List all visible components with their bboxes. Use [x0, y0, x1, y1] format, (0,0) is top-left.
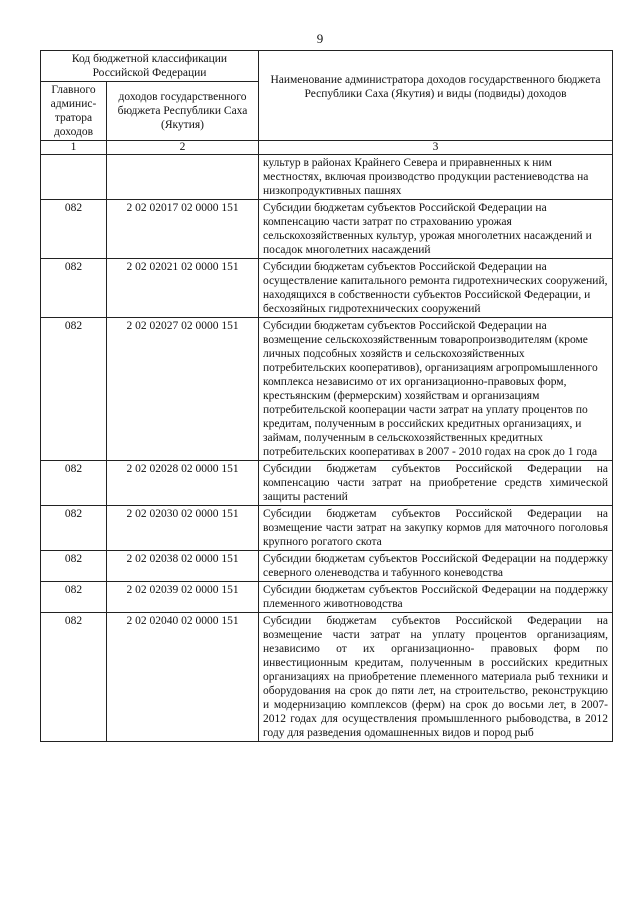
header-income: доходов государственного бюджета Республики Саха (Якутия) — [107, 82, 259, 141]
table-row — [41, 155, 613, 200]
admin-code-cell: 082 — [41, 582, 107, 613]
budget-classification-table — [40, 50, 613, 742]
income-code-cell: 2 02 02021 02 0000 151 — [107, 259, 259, 318]
income-code-cell: 2 02 02027 02 0000 151 — [107, 318, 259, 461]
income-name-cell: Субсидии бюджетам субъектов Российской Федерации на возмещение сельскохозяйственным товаропроизводителям (кроме личных подсобных хозяйств и сельскохозяйственных потребительских кооперативов), организациям агропромышленного комплекса независимо от их организационно-правовых форм, крестьянским (фермерским) хозяйствам и организациям потребительской кооперации части затрат на уплату процентов по кредитам, полученным в российских кредитных организациях, и займам, полученным в сельскохозяйственных кредитных потребительских кооперативах в 2007 - 2010 годах на срок до 1 года — [259, 318, 613, 461]
income-name-cell: Субсидии бюджетам субъектов Российской Федерации на поддержку северного оленеводства и табунного коневодства — [259, 551, 613, 582]
admin-code-cell — [41, 155, 107, 200]
table-row — [41, 259, 613, 318]
income-name-cell: культур в районах Крайнего Севера и приравненных к ним местностях, включая производство продукции растениеводства на низкопродуктивных пашнях — [259, 155, 613, 200]
header-num-3: 3 — [259, 141, 613, 155]
header-num-2: 2 — [107, 141, 259, 155]
table-row — [41, 551, 613, 582]
table-row — [41, 582, 613, 613]
income-code-cell: 2 02 02030 02 0000 151 — [107, 506, 259, 551]
income-code-cell: 2 02 02017 02 0000 151 — [107, 200, 259, 259]
admin-code-cell: 082 — [41, 200, 107, 259]
income-code-cell — [107, 155, 259, 200]
table-row — [41, 461, 613, 506]
table-row — [41, 613, 613, 742]
admin-code-cell: 082 — [41, 259, 107, 318]
page-number: 9 — [316, 31, 324, 46]
table-row — [41, 506, 613, 551]
income-name-cell: Субсидии бюджетам субъектов Российской Федерации на осуществление капитального ремонта гидротехнических сооружений, находящихся в собственности субъектов Российской Федерации, и бесхозяйных гидротехнических сооружений — [259, 259, 613, 318]
admin-code-cell: 082 — [41, 461, 107, 506]
income-code-cell: 2 02 02038 02 0000 151 — [107, 551, 259, 582]
header-row-numbers — [41, 141, 613, 155]
header-name: Наименование администратора доходов государственного бюджета Республики Саха (Якутия) и виды (подвиды) доходов — [259, 51, 613, 141]
table-row — [41, 318, 613, 461]
table-row — [41, 200, 613, 259]
header-admin: Главного админис-тратора доходов — [41, 82, 107, 141]
income-code-cell: 2 02 02039 02 0000 151 — [107, 582, 259, 613]
admin-code-cell: 082 — [41, 318, 107, 461]
admin-code-cell: 082 — [41, 613, 107, 742]
admin-code-cell: 082 — [41, 551, 107, 582]
income-name-cell: Субсидии бюджетам субъектов Российской Федерации на возмещение части затрат на уплату процентов организациям, независимо от их организационно- правовых форм по инвестиционным кредитам, полученным в российских кредитных организациях на приобретение племенного материала рыб техники и оборудования на срок до пяти лет, на строительство, реконструкцию и модернизацию комплексов (ферм) на срок до восьми лет, в 2007-2012 годах для осуществления промышленного рыбоводства, в 2012 году для разведения одомашненных видов и пород рыб — [259, 613, 613, 742]
income-code-cell: 2 02 02028 02 0000 151 — [107, 461, 259, 506]
income-name-cell: Субсидии бюджетам субъектов Российской Федерации на компенсацию части затрат по страхованию урожая сельскохозяйственных культур, урожая многолетних насаждений и посадок многолетних насаждений — [259, 200, 613, 259]
admin-code-cell: 082 — [41, 506, 107, 551]
income-name-cell: Субсидии бюджетам субъектов Российской Федерации на поддержку племенного животноводства — [259, 582, 613, 613]
header-num-1: 1 — [41, 141, 107, 155]
income-code-cell: 2 02 02040 02 0000 151 — [107, 613, 259, 742]
header-row-group — [41, 51, 613, 82]
income-name-cell: Субсидии бюджетам субъектов Российской Федерации на возмещение части затрат на закупку кормов для маточного поголовья крупного рогатого скота — [259, 506, 613, 551]
income-name-cell: Субсидии бюджетам субъектов Российской Федерации на компенсацию части затрат на приобретение средств химической защиты растений — [259, 461, 613, 506]
header-classification-code: Код бюджетной классификации Российской Федерации — [41, 51, 259, 82]
